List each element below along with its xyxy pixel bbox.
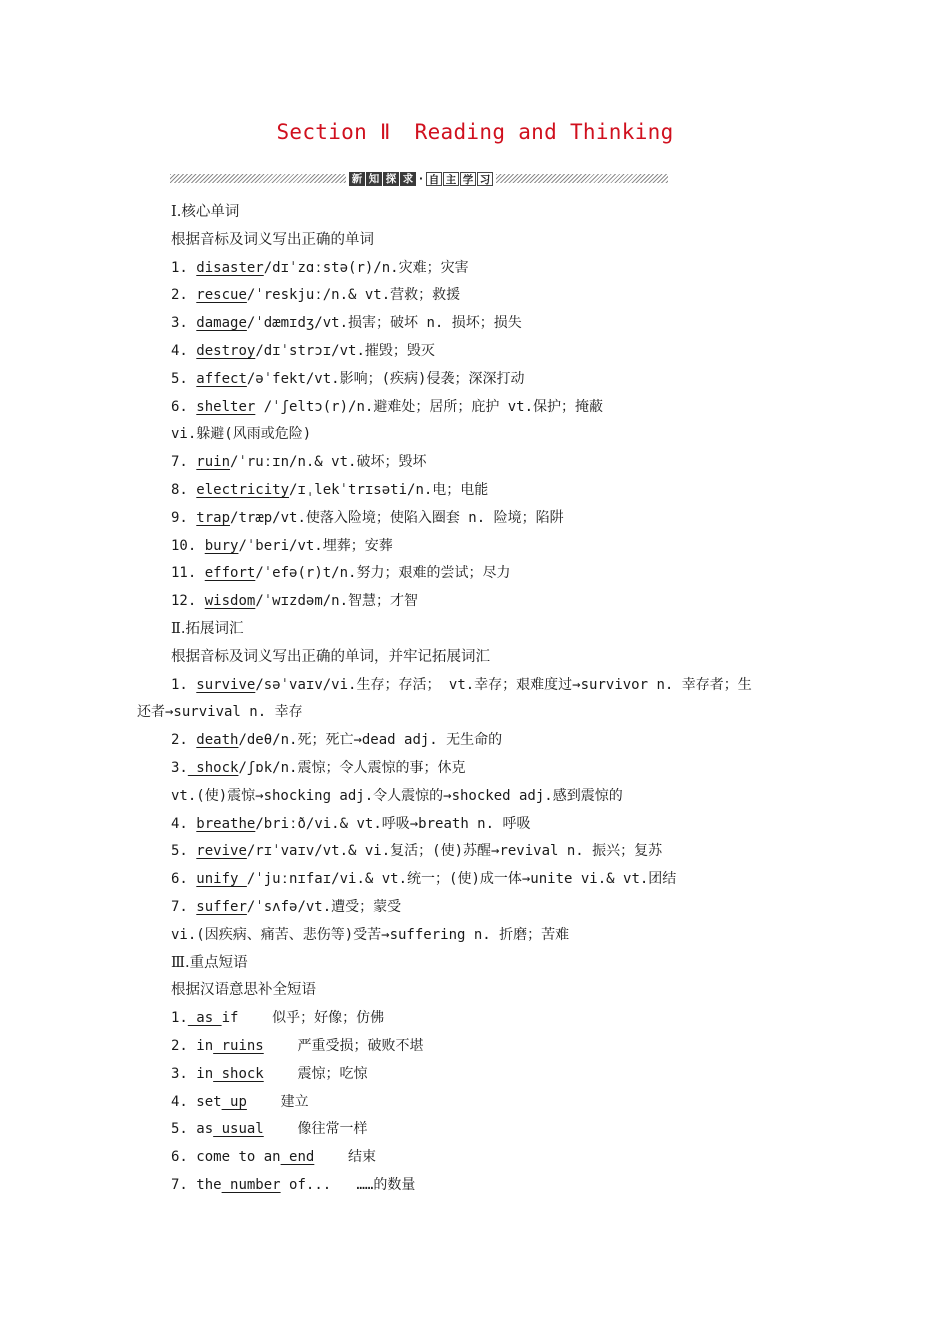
answer-word: revive: [196, 843, 247, 860]
answer-blank: usual: [213, 1121, 264, 1138]
vocab-line: 1. survive/səˈvaɪv/vi.生存；存活； vt.幸存；艰难度过→survivor n. 幸存者；生: [171, 676, 752, 693]
vocab-line: 2. death/deθ/n.死；死亡→dead adj. 无生命的: [171, 732, 503, 749]
answer-word: trap: [196, 509, 231, 526]
banner-char: 新: [349, 172, 365, 186]
banner-char: 学: [460, 172, 476, 186]
vocab-line: 5. affect/əˈfekt/vt.影响；(疾病)侵袭；深深打动: [171, 370, 525, 387]
section-name: Reading and Thinking: [414, 120, 674, 144]
phrase-line: 1. as if 似乎；好像；仿佛: [171, 1010, 385, 1027]
phrase-line: 5. as usual 像往常一样: [171, 1121, 368, 1138]
answer-blank: end: [280, 1149, 315, 1166]
vocab-line: 3. damage/ˈdæmɪdʒ/vt.损害；破坏 n. 损坏；损失: [171, 315, 522, 332]
section-instruction: 根据汉语意思补全短语: [171, 982, 316, 999]
vocab-line: 9. trap/træp/vt.使落入险境；使陷入圈套 n. 险境；陷阱: [171, 509, 564, 526]
answer-blank: ruins: [213, 1037, 264, 1054]
section-heading: Ⅰ.核心单词: [171, 204, 240, 220]
answer-blank: up: [221, 1093, 247, 1110]
phrase-line: 2. in ruins 严重受损；破败不堪: [171, 1037, 424, 1054]
vocab-line: 7. suffer/ˈsʌfə/vt.遭受；蒙受: [171, 898, 402, 915]
banner-hatch-right: [496, 174, 668, 183]
phrase-meaning: 严重受损；破败不堪: [297, 1037, 424, 1054]
page-title: [0, 120, 950, 144]
banner-char: 知: [366, 172, 382, 186]
section-instruction: 根据音标及词义写出正确的单词，并牢记拓展词汇: [171, 648, 490, 665]
vocab-line: 12. wisdom/ˈwɪzdəm/n.智慧；才智: [171, 593, 419, 610]
vocab-line-continued: vi.(因疾病、痛苦、悲伤等)受苦→suffering n. 折磨；苦难: [171, 926, 570, 943]
phrase-line: 7. the number of... ……的数量: [171, 1176, 416, 1193]
answer-word: electricity: [196, 481, 290, 498]
section-banner: [170, 172, 668, 186]
banner-char: 求: [400, 172, 416, 186]
vocab-line: 7. ruin/ˈruːɪn/n.& vt.破坏；毁坏: [171, 454, 427, 471]
banner-char: 探: [383, 172, 399, 186]
answer-blank: shock: [213, 1065, 264, 1082]
answer-word: death: [196, 732, 239, 749]
vocab-line: 3. shock/ʃɒk/n.震惊；令人震惊的事；休克: [171, 759, 466, 776]
phrase-meaning: ……的数量: [356, 1176, 416, 1193]
vocab-line: 6. unify /ˈjuːnɪfaɪ/vi.& vt.统一；(使)成一体→unite vi.& vt.团结: [171, 871, 677, 888]
answer-word: destroy: [196, 342, 256, 359]
answer-word: wisdom: [204, 593, 256, 610]
phrase-meaning: 结束: [348, 1149, 377, 1166]
banner-hatch-left: [170, 174, 346, 183]
section-label: Section Ⅱ: [276, 120, 391, 144]
answer-word: suffer: [196, 898, 247, 915]
answer-word: shelter: [196, 398, 256, 415]
document-body: [137, 199, 827, 1200]
vocab-line: 11. effort/ˈefə(r)t/n.努力；艰难的尝试；尽力: [171, 565, 511, 582]
phrase-meaning: 像往常一样: [297, 1121, 368, 1138]
phrase-meaning: 似乎；好像；仿佛: [272, 1010, 385, 1027]
banner-dot: ·: [418, 172, 424, 185]
answer-blank: as: [187, 1010, 222, 1027]
section-heading: Ⅲ.重点短语: [171, 954, 248, 971]
answer-word: shock: [187, 759, 239, 776]
phrase-line: 6. come to an end 结束: [171, 1149, 377, 1166]
vocab-line-continued: vi.躲避(风雨或危险): [171, 426, 312, 443]
section-heading: Ⅱ.拓展词汇: [171, 620, 244, 637]
phrase-meaning: 震惊；吃惊: [297, 1065, 368, 1082]
vocab-line: 4. destroy/dɪˈstrɔɪ/vt.摧毁；毁灭: [171, 342, 435, 359]
answer-word: rescue: [196, 287, 247, 304]
banner-char: 习: [477, 172, 493, 186]
banner-label: [349, 172, 494, 186]
vocab-line: 8. electricity/ɪˌlekˈtrɪsəti/n.电；电能: [171, 481, 489, 498]
phrase-meaning: 建立: [280, 1093, 309, 1110]
answer-word: disaster: [196, 259, 264, 276]
answer-word: survive: [196, 676, 256, 693]
banner-char: 自: [426, 172, 442, 186]
answer-word: unify: [196, 871, 247, 888]
banner-char: 主: [443, 172, 459, 186]
section-instruction: 根据音标及词义写出正确的单词: [171, 231, 374, 248]
answer-word: bury: [204, 537, 239, 554]
answer-word: damage: [196, 315, 247, 332]
vocab-line-continued: 还者→survival n. 幸存: [137, 704, 303, 721]
answer-word: breathe: [196, 815, 256, 832]
vocab-line: 4. breathe/briːð/vi.& vt.呼吸→breath n. 呼吸: [171, 815, 531, 832]
vocab-line: 2. rescue/ˈreskjuː/n.& vt.营救；救援: [171, 287, 461, 304]
vocab-line: 6. shelter /ˈʃeltɔ(r)/n.避难处；居所；庇护 vt.保护；掩蔽: [171, 398, 604, 415]
phrase-line: 4. set up 建立: [171, 1093, 309, 1110]
phrase-line: 3. in shock 震惊；吃惊: [171, 1065, 368, 1082]
vocab-line-continued: vt.(使)震惊→shocking adj.令人震惊的→shocked adj.感到震惊的: [171, 787, 623, 804]
vocab-line: 5. revive/rɪˈvaɪv/vt.& vi.复活；(使)苏醒→revival n. 振兴；复苏: [171, 843, 663, 860]
vocab-line: 10. bury/ˈberi/vt.埋葬；安葬: [171, 537, 393, 554]
vocab-line: 1. disaster/dɪˈzɑːstə(r)/n.灾难；灾害: [171, 259, 469, 276]
answer-word: ruin: [196, 454, 231, 471]
answer-word: effort: [204, 565, 256, 582]
answer-blank: number: [221, 1176, 281, 1193]
answer-word: affect: [196, 370, 247, 387]
